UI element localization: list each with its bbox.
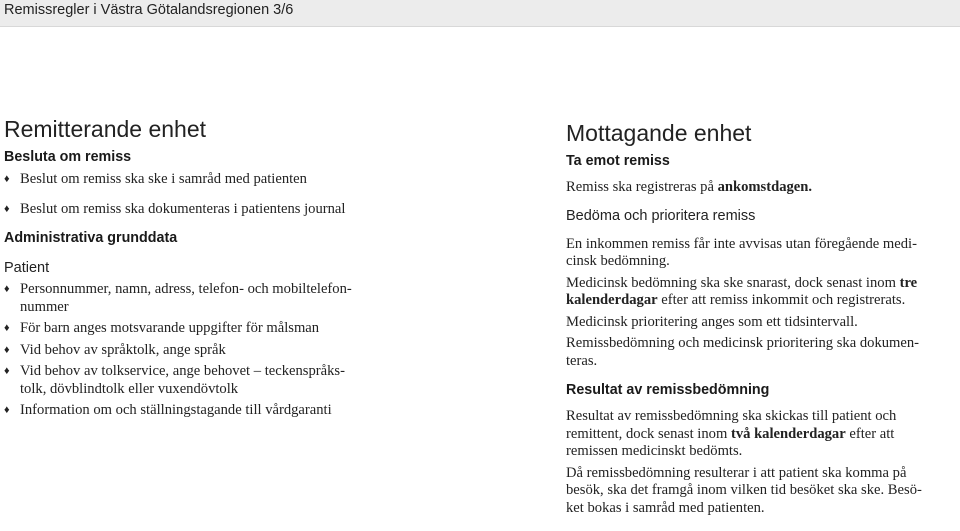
- bullet-icon: ♦: [4, 365, 10, 377]
- bullet-icon: ♦: [4, 343, 10, 356]
- assess-paragraph-2: Medicinsk bedömning ska ske snarast, dock senast inom tre kalenderdagar efter att remiss inkommit och registrerats.: [566, 274, 918, 308]
- bullet-icon: ♦: [4, 173, 10, 185]
- referring-unit-section: [4, 113, 404, 420]
- heading-assessment-result: Resultat av remissbedömning: [566, 382, 770, 398]
- list-item: ♦ Beslut om remiss ska ske i samråd med patienten: [4, 171, 307, 187]
- bullet-icon: ♦: [4, 404, 10, 416]
- list-item: ♦ Vid behov av språktolk, ange språk: [4, 341, 226, 358]
- heading-decide-referral: Besluta om remiss: [4, 149, 132, 165]
- subheading-patient: Patient: [4, 260, 50, 276]
- assess-paragraph-3: Medicinsk prioritering anges som ett tidsintervall.: [566, 313, 858, 330]
- bullet-icon: ♦: [4, 283, 10, 295]
- assess-paragraph-1: En inkommen remiss får inte avvisas utan föregående medi- cinsk bedömning.: [566, 235, 917, 269]
- heading-administrative-data: Administrativa grunddata: [4, 230, 178, 246]
- bullet-icon: ♦: [4, 202, 10, 215]
- decide-bullets: [4, 171, 404, 218]
- list-item: ♦ För barn anges motsvarande uppgifter för målsman: [4, 320, 320, 336]
- section-title-referring-unit: Remitterande enhet: [4, 116, 207, 142]
- heading-assess-prioritize: Bedöma och prioritera remiss: [566, 207, 756, 224]
- page-header-bar: [0, 0, 960, 27]
- heading-receive-referral: Ta emot remiss: [566, 153, 670, 169]
- list-item: ♦ Beslut om remiss ska dokumenteras i patientens journal: [4, 200, 346, 217]
- list-item: ♦ Vid behov av tolkservice, ange behovet – teckenspråks- tolk, dövblindtolk eller vuxendövtolk: [4, 363, 345, 397]
- assess-paragraph-4: Remissbedömning och medicinsk prioritering ska dokumen- teras.: [566, 335, 920, 369]
- list-item: ♦ Personnummer, namn, adress, telefon- och mobiltelefon- nummer: [4, 281, 352, 315]
- bullet-icon: ♦: [4, 322, 10, 334]
- result-paragraph-2: Då remissbedömning resulterar i att patient ska komma på besök, ska det framgå inom vilken tid besöket ska ske. Besö- ket bokas i samråd med patienten.: [566, 464, 922, 516]
- result-paragraph-1: Resultat av remissbedömning ska skickas till patient och remittent, dock senast inom två kalenderdagar efter att remissen medicinskt bedömts.: [566, 408, 897, 459]
- section-title-receiving-unit: Mottagande enhet: [566, 120, 752, 146]
- receiving-unit-section: [566, 113, 958, 517]
- list-item: ♦ Information om och ställningstagande till vårdgaranti: [4, 402, 332, 418]
- document-title: Remissregler i Västra Götalandsregionen 3/6: [4, 2, 294, 18]
- patient-bullets: [4, 281, 404, 420]
- receive-text: Remiss ska registreras på ankomstdagen.: [566, 179, 813, 195]
